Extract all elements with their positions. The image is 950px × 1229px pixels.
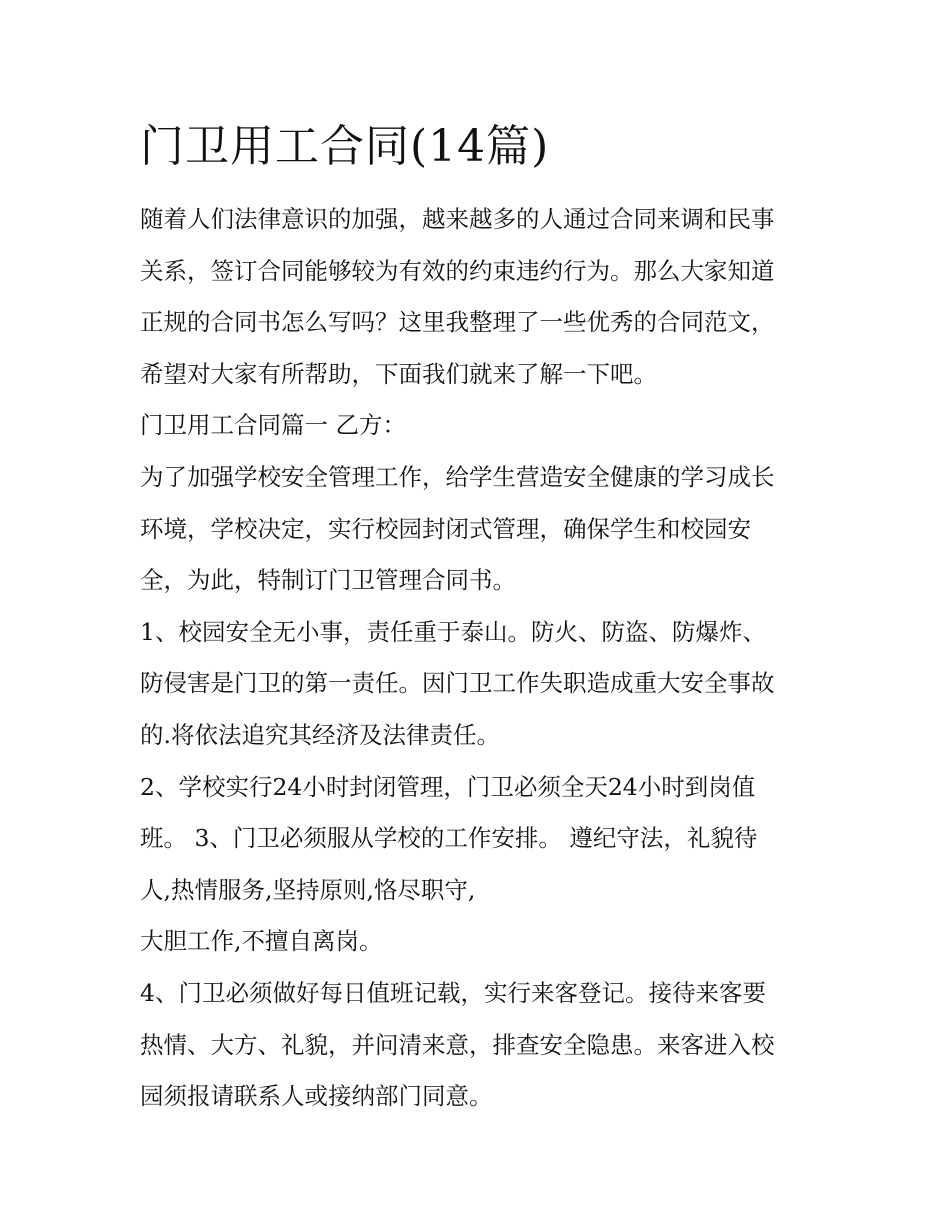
document-body — [140, 194, 820, 1123]
text-line: 4、门卫必须做好每日值班记载，实行来客登记。接待来客要 — [140, 978, 766, 1007]
text-line: 班。 3、门卫必须服从学校的工作安排。 遵纪守法，礼貌待 — [140, 824, 758, 853]
text-line: 希望对大家有所帮助，下面我们就来了解一下吧。 — [140, 359, 657, 388]
paragraph-clause-3-continued — [140, 916, 820, 968]
text-line: 的.将依法追究其经济及法律责任。 — [140, 720, 500, 749]
text-line: 热情、大方、礼貌，并问清来意，排查安全隐患。来客进入校 — [140, 1030, 775, 1059]
paragraph-clause-1 — [140, 607, 820, 762]
text-line: 园须报请联系人或接纳部门同意。 — [140, 1082, 493, 1111]
document-title: 门卫用工合同(14篇) — [140, 121, 550, 172]
text-line: 防侵害是门卫的第一责任。因门卫工作失职造成重大安全事故 — [140, 669, 775, 698]
text-line: 人,热情服务,坚持原则,恪尽职守, — [140, 875, 476, 904]
text-line: 全，为此，特制订门卫管理合同书。 — [140, 566, 516, 595]
paragraph-purpose — [140, 452, 820, 607]
paragraph-clause-4 — [140, 968, 820, 1123]
text-line: 随着人们法律意识的加强，越来越多的人通过合同来调和民事 — [140, 205, 775, 233]
text-line: 环境，学校决定，实行校园封闭式管理，确保学生和校园安 — [140, 514, 751, 543]
text-line: 门卫用工合同篇一 乙方： — [140, 411, 406, 440]
paragraph-section-heading — [140, 400, 820, 452]
paragraph-clause-2-3 — [140, 762, 820, 917]
text-line: 大胆工作,不擅自离岗。 — [140, 927, 383, 956]
text-line: 2、学校实行24小时封闭管理，门卫必须全天24小时到岗值 — [140, 772, 756, 801]
text-line: 正规的合同书怎么写吗？这里我整理了一些优秀的合同范文， — [140, 308, 775, 337]
text-line: 关系，签订合同能够较为有效的约束违约行为。那么大家知道 — [140, 256, 775, 285]
paragraph-intro — [140, 194, 820, 400]
text-line: 1、校园安全无小事，责任重于泰山。防火、防盗、防爆炸、 — [140, 617, 766, 646]
text-line: 为了加强学校安全管理工作，给学生营造安全健康的学习成长 — [140, 462, 775, 491]
